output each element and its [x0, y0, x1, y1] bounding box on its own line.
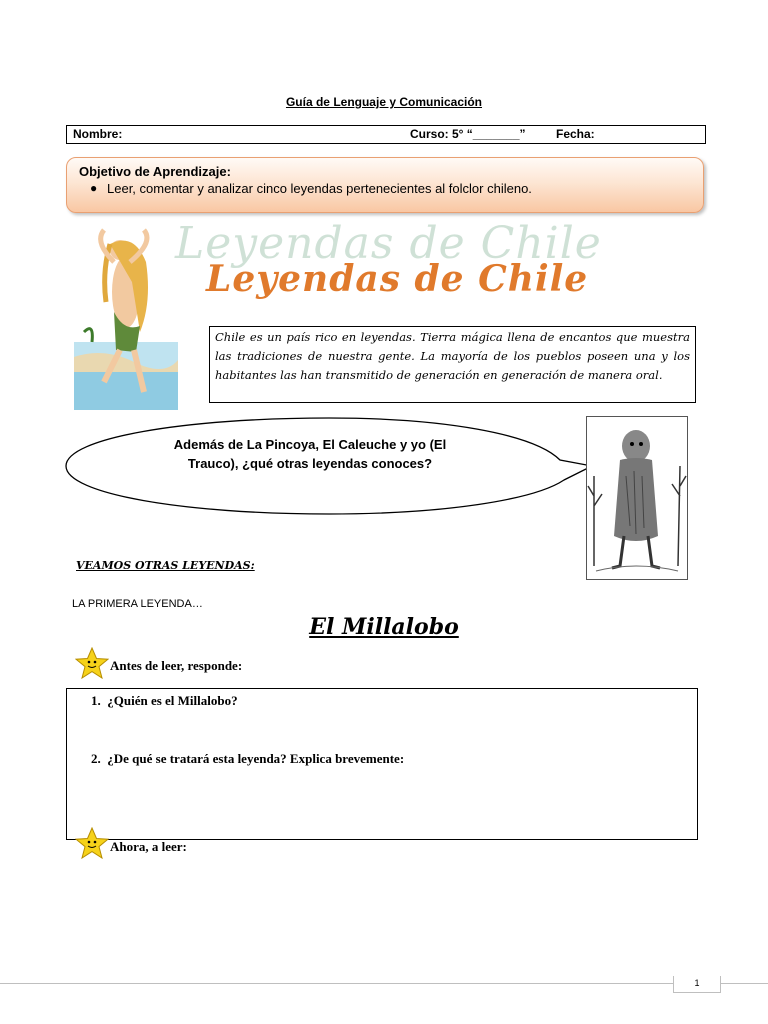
question-1: 1. ¿Quién es el Millalobo?	[91, 693, 238, 708]
first-legend-label: LA PRIMERA LEYENDA…	[72, 598, 203, 610]
pincoya-illustration	[74, 222, 178, 410]
star-icon	[75, 827, 109, 859]
objective-heading: Objetivo de Aprendizaje:	[79, 164, 231, 179]
student-info-box	[66, 125, 706, 144]
questions-box	[66, 688, 698, 840]
bullet-icon: ●	[90, 181, 98, 195]
speech-bubble-text: Además de La Pincoya, El Caleuche y yo (El Trauco), ¿qué otras leyendas conoces?	[173, 437, 447, 471]
learning-objective-box	[66, 157, 704, 213]
star-icon	[75, 647, 109, 679]
trauco-illustration	[586, 416, 688, 580]
intro-text-box: Chile es un país rico en leyendas. Tierra mágica llena de encantos que muestra las tradiciones de nuestra gente. La mayoría de los pueblos poseen una y los habitantes las han transmitido de generación en generación de manera oral.	[209, 326, 696, 403]
objective-text: Leer, comentar y analizar cinco leyendas pertenecientes al folclor chileno.	[107, 181, 532, 196]
date-label: Fecha:	[556, 127, 595, 141]
banner-watermark: Leyendas de Chile	[175, 218, 602, 269]
page-title: Guía de Lenguaje y Comunicación	[285, 95, 483, 109]
banner-title: Leyendas de Chile	[206, 258, 589, 300]
page-number: 1	[673, 976, 721, 993]
before-reading-prompt: Antes de leer, responde:	[110, 658, 243, 673]
objective-item	[90, 181, 532, 196]
now-read-prompt: Ahora, a leer:	[110, 839, 187, 854]
footer-divider	[0, 983, 768, 984]
section-label: VEAMOS OTRAS LEYENDAS:	[76, 559, 255, 572]
question-2: 2. ¿De qué se tratará esta leyenda? Explica brevemente:	[91, 751, 405, 766]
course-label: Curso: 5° “_______”	[410, 127, 526, 141]
legend-title: El Millalobo	[309, 614, 459, 640]
name-label: Nombre:	[73, 127, 123, 141]
